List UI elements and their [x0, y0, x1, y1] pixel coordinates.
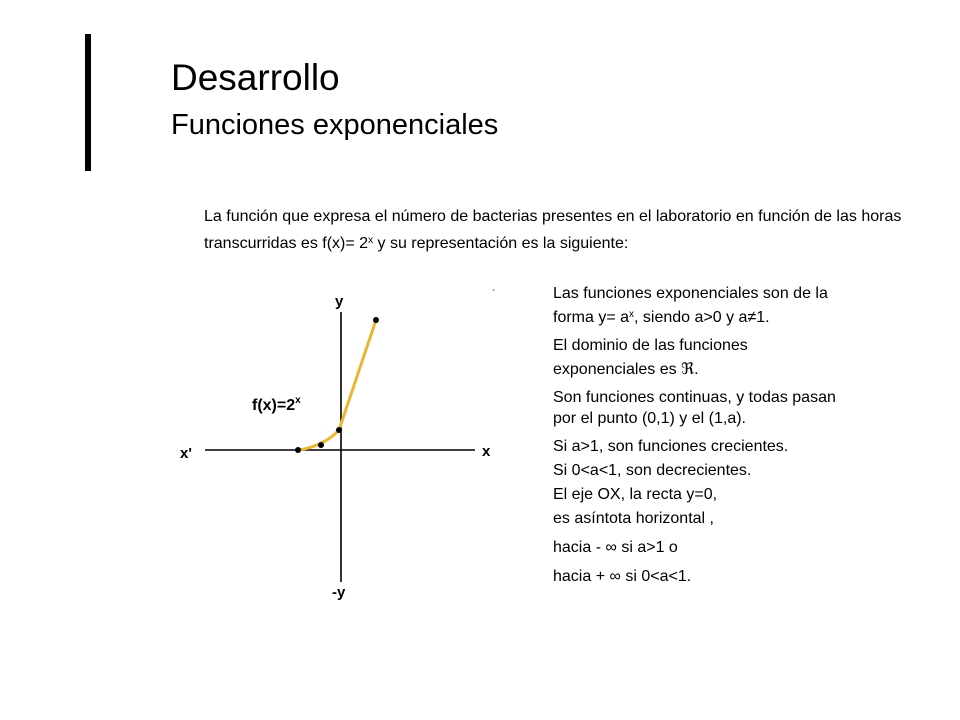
slide-subtitle: Funciones exponenciales	[171, 109, 499, 141]
curve-point	[295, 447, 301, 453]
property-item: Si 0<a<1, son decrecientes.	[553, 462, 752, 479]
curve-point	[336, 427, 342, 433]
function-label	[252, 395, 301, 414]
property-item: hacia - ∞ si a>1 o	[553, 539, 678, 556]
property-item: El dominio de las funciones exponenciales es ℜ.	[553, 337, 748, 378]
intro-text: La función que expresa el número de bacterias presentes en el laboratorio en función de las horas transcurridas es f(x)= 2	[204, 208, 902, 252]
y-axis-label: y	[335, 293, 344, 310]
property-item: Son funciones continuas, y todas pasan por el punto (0,1) y el (1,a).	[553, 389, 836, 427]
property-item: hacia + ∞ si 0<a<1.	[553, 568, 692, 585]
curve-point	[318, 442, 324, 448]
intro-exponent: x	[368, 235, 374, 246]
property-exponent: x	[629, 309, 635, 320]
function-label-base: f(x)=2	[252, 397, 296, 414]
neg-y-axis-label: -y	[332, 584, 346, 601]
property-text-end: , siendo a>0 y a≠1.	[634, 309, 770, 326]
property-text: Las funciones exponenciales son de la forma y= a	[553, 285, 828, 326]
curve-point	[373, 317, 379, 323]
property-item: El eje OX, la recta y=0,	[553, 486, 718, 503]
intro-text-end: y su representación es la siguiente:	[373, 235, 629, 252]
properties-list	[553, 283, 883, 590]
bullet-dash: -	[492, 285, 496, 296]
property-item: es asíntota horizontal ,	[553, 510, 714, 527]
x-prime-axis-label: x'	[180, 445, 192, 462]
title-accent-bar	[85, 34, 91, 171]
property-item	[553, 283, 853, 334]
exponential-graph	[170, 280, 510, 610]
function-label-exponent: x	[295, 395, 301, 406]
property-item: Si a>1, son funciones crecientes.	[553, 438, 789, 455]
intro-paragraph	[204, 205, 904, 256]
x-axis-label: x	[482, 443, 491, 460]
slide-title: Desarrollo	[171, 57, 340, 98]
